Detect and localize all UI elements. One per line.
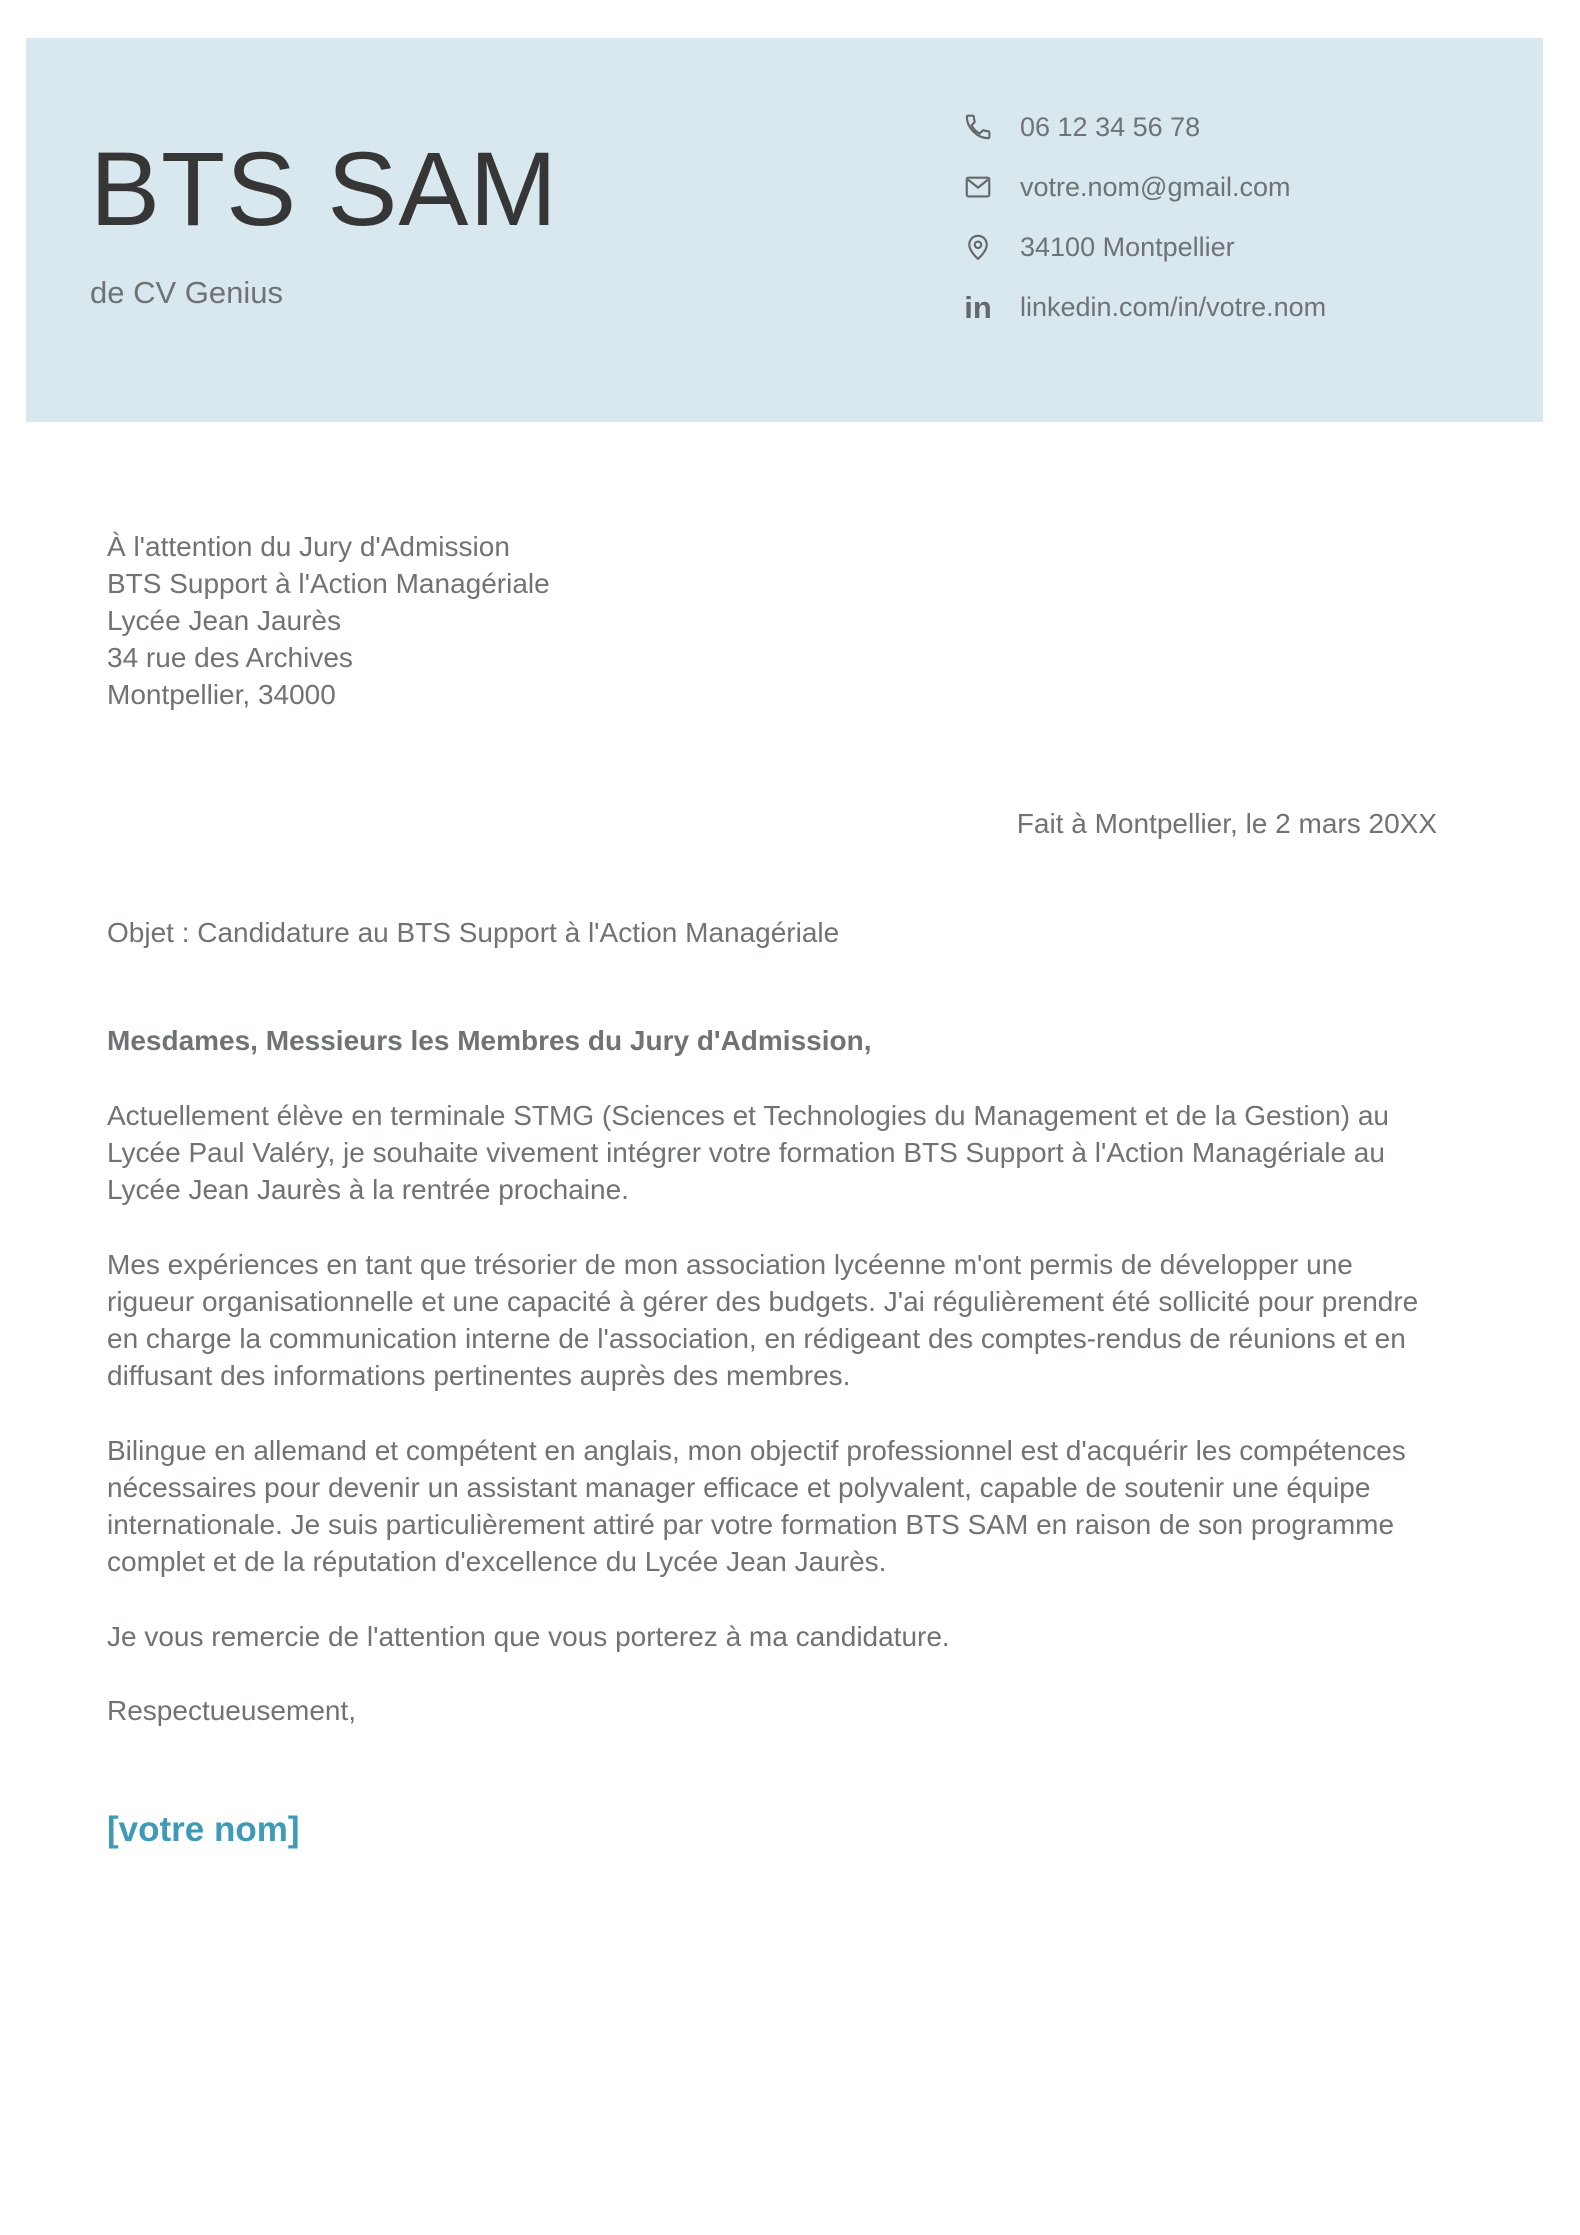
paragraph-thanks: Je vous remercie de l'attention que vous porterez à ma candidature. xyxy=(107,1621,950,1652)
phone-value: 06 12 34 56 78 xyxy=(1020,111,1201,142)
letter-header xyxy=(26,38,1543,422)
paragraph-objective: Bilingue en allemand et compétent en anglais, mon objectif professionnel est d'acquérir les compétences nécessaires pour devenir un assistant manager efficace et polyvalent, capable de soutenir une équipe internationale. Je suis particulièrement attiré par votre formation BTS SAM en raison de son programme complet et de la réputation d'excellence du Lycée Jean Jaurès. xyxy=(107,1435,1406,1577)
signature: [votre nom] xyxy=(107,1810,300,1849)
recipient-line: Montpellier, 34000 xyxy=(107,679,336,710)
contact-row-location xyxy=(962,217,1326,277)
recipient-line: 34 rue des Archives xyxy=(107,642,353,673)
phone-icon xyxy=(962,111,994,143)
letter-body xyxy=(107,528,1437,1851)
salutation: Mesdames, Messieurs les Membres du Jury d'Admission, xyxy=(107,1025,872,1056)
contact-row-linkedin xyxy=(962,277,1326,337)
email-icon xyxy=(962,171,994,203)
recipient-line: Lycée Jean Jaurès xyxy=(107,605,341,636)
recipient-address xyxy=(107,528,1437,713)
contact-list xyxy=(962,97,1326,337)
paragraph-experience: Mes expériences en tant que trésorier de mon association lycéenne m'ont permis de développer une rigueur organisationnelle et une capacité à gérer des budgets. J'ai régulièrement été sollicité pour prendre en charge la communication interne de l'association, en rédigeant des comptes-rendus de réunions et en diffusant des informations pertinentes auprès des membres. xyxy=(107,1249,1419,1391)
subject-line: Objet : Candidature au BTS Support à l'Action Managériale xyxy=(107,917,840,948)
recipient-line: BTS Support à l'Action Managériale xyxy=(107,568,550,599)
linkedin-value: linkedin.com/in/votre.nom xyxy=(1020,291,1327,322)
email-value: votre.nom@gmail.com xyxy=(1020,171,1291,202)
paragraph-intro: Actuellement élève en terminale STMG (Sciences et Technologies du Management et de la Gestion) au Lycée Paul Valéry, je souhaite vivement intégrer votre formation BTS Support à l'Action Managériale au Lycée Jean Jaurès à la rentrée prochaine. xyxy=(107,1100,1389,1205)
page-title: BTS SAM xyxy=(90,131,558,248)
date-line: Fait à Montpellier, le 2 mars 20XX xyxy=(1016,808,1437,839)
recipient-line: À l'attention du Jury d'Admission xyxy=(107,531,510,562)
header-subtitle: de CV Genius xyxy=(90,275,283,310)
contact-row-email xyxy=(962,157,1326,217)
linkedin-icon: in xyxy=(964,289,992,325)
contact-row-phone xyxy=(962,97,1326,157)
location-icon xyxy=(962,231,994,263)
location-value: 34100 Montpellier xyxy=(1020,231,1235,262)
closing-line: Respectueusement, xyxy=(107,1695,357,1726)
